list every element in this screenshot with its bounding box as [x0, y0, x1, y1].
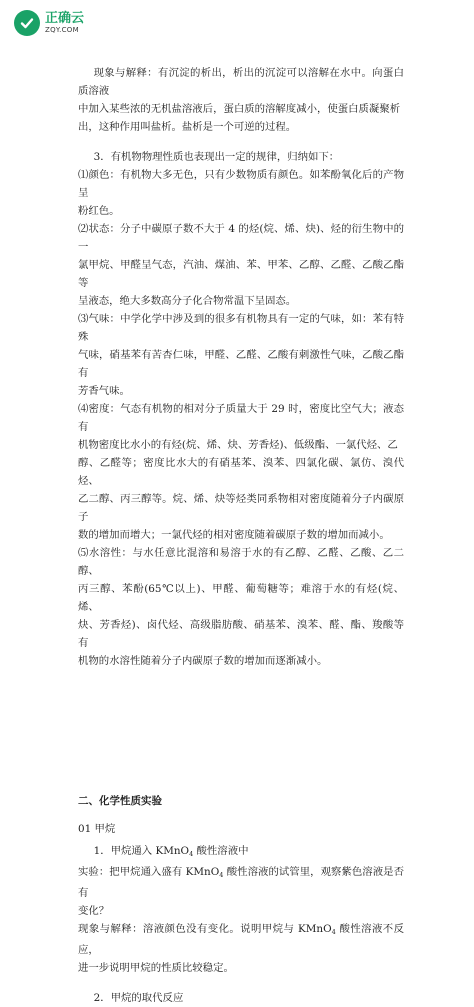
- text-line: 机物的水溶性随着分子内碳原子数的增加而逐渐减小。: [78, 655, 328, 667]
- text-line: 丙三醇、苯酚(65℃以上)、甲醛、葡萄糖等；难溶于水的有烃(烷、烯、: [78, 583, 404, 613]
- text-line: 呈液态，绝大多数高分子化合物常温下呈固态。: [78, 295, 297, 307]
- result-line: 现象与解释：溶液颜色没有变化。说明甲烷与 KMnO$_4$ 酸性溶液不反应，: [78, 923, 404, 956]
- paragraph-salting-out: [78, 64, 404, 136]
- section-heading: 二、化学性质实验: [78, 795, 162, 807]
- text-line: 气味，硝基苯有苦杏仁味，甲醛、乙醛、乙酸有刺激性气味，乙酸乙酯有: [78, 349, 404, 379]
- paragraph-density: [78, 400, 404, 544]
- text-line: 数的增加而增大；一氯代烃的相对密度随着碳原子数的增加而减小。: [78, 529, 390, 541]
- sub-heading: 01 甲烷: [78, 823, 116, 835]
- brand-text: [45, 12, 84, 34]
- brand-name: 正确云: [45, 11, 85, 26]
- brand-logo[interactable]: [14, 10, 84, 36]
- section-3-heading: 3．有机物物理性质也表现出一定的规律，归纳如下：: [93, 151, 340, 163]
- text-line: 氯甲烷、甲醛呈气态，汽油、煤油、苯、甲苯、乙醇、乙醛、乙酸乙酯等: [78, 259, 404, 289]
- text-line: ⑸水溶性：与水任意比混溶和易溶于水的有乙醇、乙醛、乙酸、乙二醇、: [78, 547, 404, 577]
- text-line: ⑴颜色：有机物大多无色，只有少数物质有颜色。如苯酚氧化后的产物呈: [78, 169, 404, 199]
- text-line: 粉红色。: [78, 205, 120, 217]
- text-line: ⑷密度：气态有机物的相对分子质量大于 29 时，密度比空气大；液态有: [78, 403, 404, 433]
- text-line: ⑶气味：中学化学中涉及到的很多有机物具有一定的气味，如：苯有特殊: [78, 313, 404, 343]
- item-2-title: 2．甲烷的取代反应: [93, 992, 184, 1004]
- text-line: 变化？: [78, 905, 110, 917]
- item-1: [78, 842, 404, 977]
- text-line: 炔、芳香烃)、卤代烃、高级脂肪酸、硝基苯、溴苯、醛、酯、羧酸等有: [78, 619, 404, 649]
- document-body: [78, 64, 404, 1007]
- text-line: 芳香气味。: [78, 385, 130, 397]
- text-line: 机物密度比水小的有烃(烷、烯、炔、芳香烃)、低级酯、一氯代烃、乙: [78, 439, 398, 451]
- text-line: ⑵状态：分子中碳原子数不大于 4 的烃(烷、烯、炔)、烃的衍生物中的一: [78, 223, 404, 253]
- item-1-title: 1．甲烷通入 KMnO$_4$ 酸性溶液中: [93, 845, 249, 858]
- text-line: 乙二醇、丙三醇等。烷、烯、炔等烃类同系物相对密度随着分子内碳原子: [78, 493, 404, 523]
- paragraph-solubility: [78, 544, 404, 670]
- text-line: 醇、乙醛等；密度比水大的有硝基苯、溴苯、四氯化碳、氯仿、溴代烃、: [78, 457, 404, 487]
- text-line: 出，这种作用叫盐析。盐析是一个可逆的过程。: [78, 121, 297, 133]
- checkmark-icon: [14, 10, 40, 36]
- paragraph-state: [78, 220, 404, 310]
- text-line: 中加入某些浓的无机盐溶液后，蛋白质的溶解度减小，使蛋白质凝聚析: [78, 103, 401, 115]
- paragraph-color: [78, 166, 404, 220]
- text-line: 进一步说明甲烷的性质比较稳定。: [78, 962, 234, 974]
- paragraph-odor: [78, 310, 404, 400]
- brand-domain: ZQY.COM: [45, 26, 79, 34]
- text-line: 现象与解释：有沉淀的析出，析出的沉淀可以溶解在水中。向蛋白质溶液: [78, 67, 404, 97]
- experiment-line: 实验：把甲烷通入盛有 KMnO$_4$ 酸性溶液的试管里，观察紫色溶液是否有: [78, 866, 404, 899]
